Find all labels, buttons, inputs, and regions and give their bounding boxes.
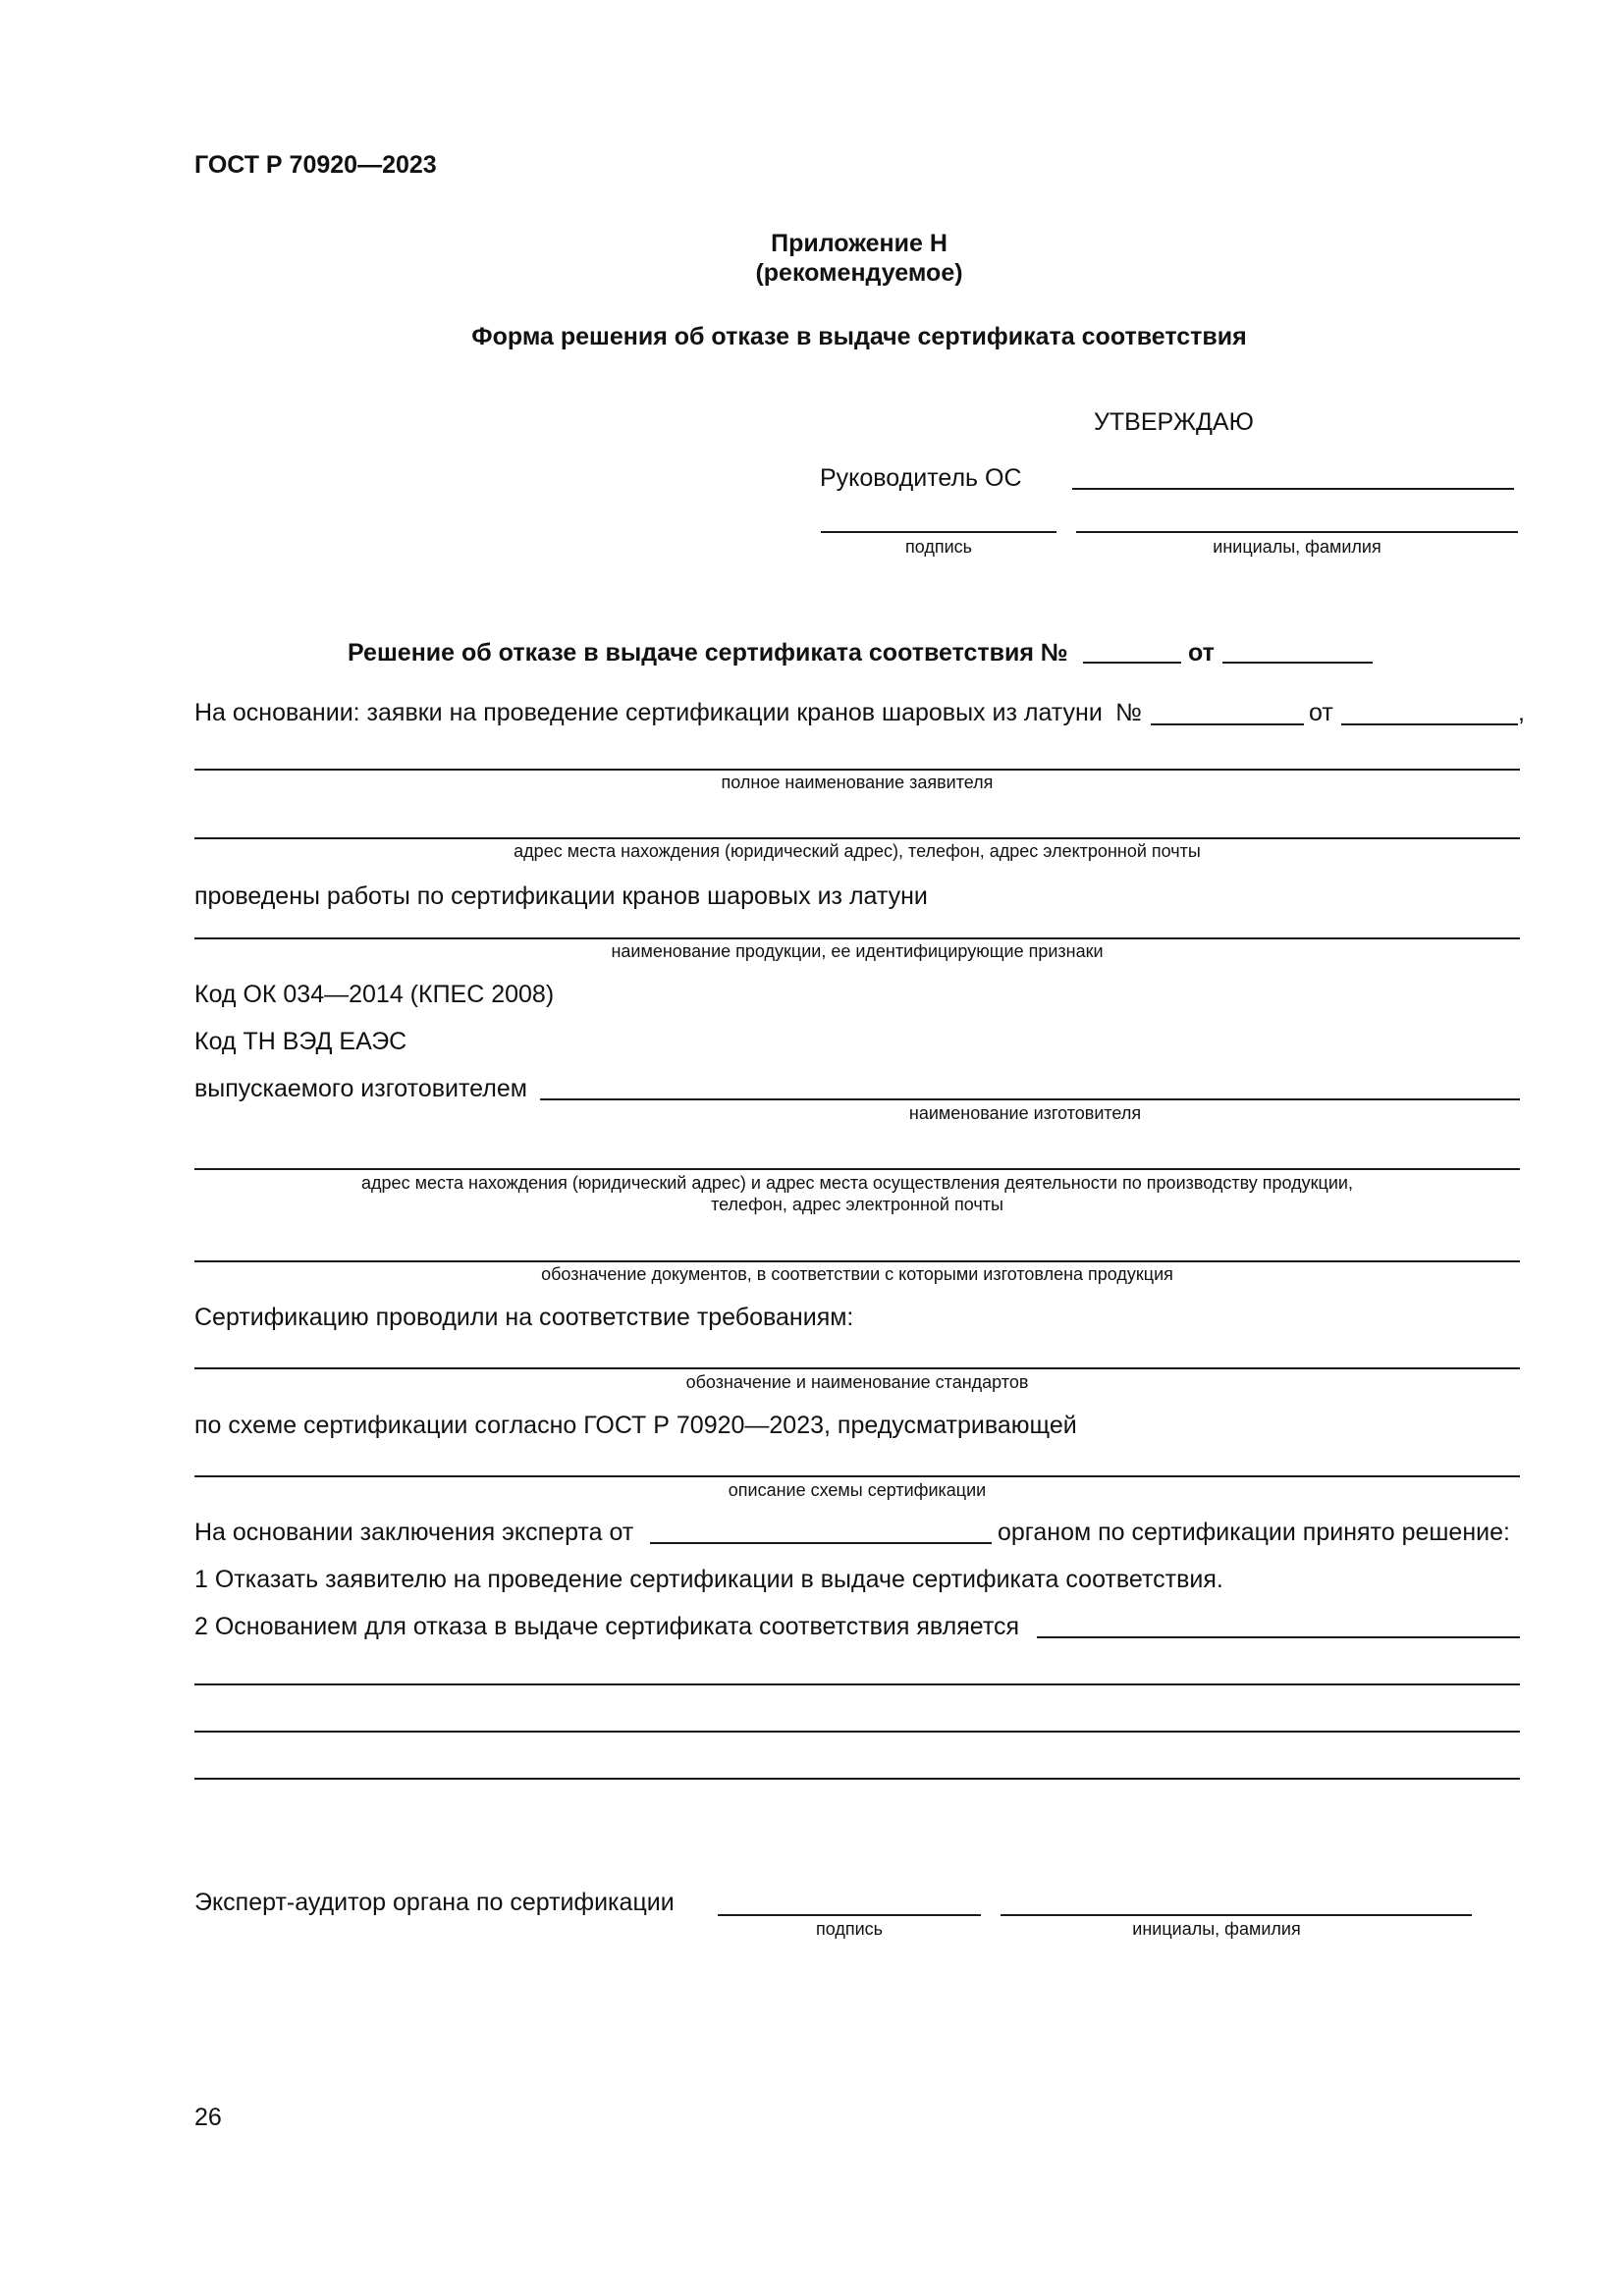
works-done-text: проведены работы по сертификации кранов шаровых из латуни <box>194 882 928 910</box>
decision-item-1: 1 Отказать заявителю на проведение сертификации в выдаче сертификата соответствия. <box>194 1566 1223 1593</box>
manufacturer-address-caption-1: адрес места нахождения (юридический адрес) и адрес места осуществления деятельности по производству продукции, <box>361 1173 1353 1193</box>
manufacturer-address-line <box>194 1168 1520 1170</box>
decision-date-line <box>1222 662 1373 664</box>
expert-auditor-label: Эксперт-аудитор органа по сертификации <box>194 1889 675 1916</box>
applicant-address-caption: адрес места нахождения (юридический адрес), телефон, адрес электронной почты <box>514 841 1201 861</box>
page-number: 26 <box>194 2104 222 2131</box>
reason-line-1 <box>1037 1636 1520 1638</box>
reason-line-4 <box>194 1778 1520 1780</box>
documents-line <box>194 1260 1520 1262</box>
expert-basis-start: На основании заключения эксперта от <box>194 1519 634 1546</box>
annex-title: Приложение Н <box>771 230 947 257</box>
basis-from: от <box>1309 699 1333 726</box>
scheme-caption: описание схемы сертификации <box>728 1480 987 1500</box>
documents-caption: обозначение документов, в соответствии с которыми изготовлена продукция <box>541 1264 1173 1284</box>
cert-requirements-text: Сертификацию проводили на соответствие требованиям: <box>194 1304 854 1331</box>
basis-comma: , <box>1518 699 1525 726</box>
decision-title: Решение об отказе в выдаче сертификата соответствия № <box>348 639 1068 667</box>
tn-ved-code-text: Код ТН ВЭД ЕАЭС <box>194 1028 407 1055</box>
manufactured-by-text: выпускаемого изготовителем <box>194 1075 527 1102</box>
scheme-text: по схеме сертификации согласно ГОСТ Р 70920—2023, предусматривающей <box>194 1412 1077 1439</box>
head-name-line <box>1076 531 1518 533</box>
scheme-line <box>194 1475 1520 1477</box>
decision-item-2: 2 Основанием для отказа в выдаче сертификата соответствия является <box>194 1613 1020 1640</box>
document-code: ГОСТ Р 70920—2023 <box>194 151 437 179</box>
head-field-line <box>1072 488 1514 490</box>
decision-number-line <box>1083 662 1181 664</box>
ok-code-text: Код ОК 034—2014 (КПЕС 2008) <box>194 981 555 1008</box>
expert-date-line <box>650 1542 992 1544</box>
applicant-name-caption: полное наименование заявителя <box>721 773 994 792</box>
head-signature-line <box>821 531 1056 533</box>
product-name-caption: наименование продукции, ее идентифицирующие признаки <box>611 941 1104 961</box>
head-name-caption: инициалы, фамилия <box>1213 537 1381 557</box>
auditor-name-caption: инициалы, фамилия <box>1132 1919 1301 1939</box>
expert-basis-end: органом по сертификации принято решение: <box>998 1519 1510 1546</box>
form-title: Форма решения об отказе в выдаче сертификата соответствия <box>471 323 1247 350</box>
basis-number-line <box>1151 723 1304 725</box>
head-signature-caption: подпись <box>904 537 973 557</box>
basis-date-line <box>1341 723 1518 725</box>
auditor-signature-line <box>718 1914 981 1916</box>
manufacturer-address-caption-2: телефон, адрес электронной почты <box>711 1195 1003 1214</box>
basis-text: На основании: заявки на проведение сертификации кранов шаровых из латуни <box>194 699 1103 726</box>
annex-status: (рекомендуемое) <box>755 259 963 287</box>
approve-label: УТВЕРЖДАЮ <box>1094 408 1254 436</box>
applicant-address-line <box>194 837 1520 839</box>
basis-number-sign: № <box>1115 699 1142 726</box>
applicant-name-line <box>194 769 1520 771</box>
manufacturer-name-line <box>540 1098 1520 1100</box>
auditor-signature-caption: подпись <box>815 1919 884 1939</box>
decision-from: от <box>1188 639 1215 667</box>
auditor-name-line <box>1001 1914 1472 1916</box>
standards-caption: обозначение и наименование стандартов <box>685 1372 1029 1392</box>
product-name-line <box>194 937 1520 939</box>
reason-line-3 <box>194 1731 1520 1733</box>
reason-line-2 <box>194 1683 1520 1685</box>
standards-line <box>194 1367 1520 1369</box>
manufacturer-name-caption: наименование изготовителя <box>908 1103 1142 1123</box>
head-label: Руководитель ОС <box>820 464 1022 492</box>
